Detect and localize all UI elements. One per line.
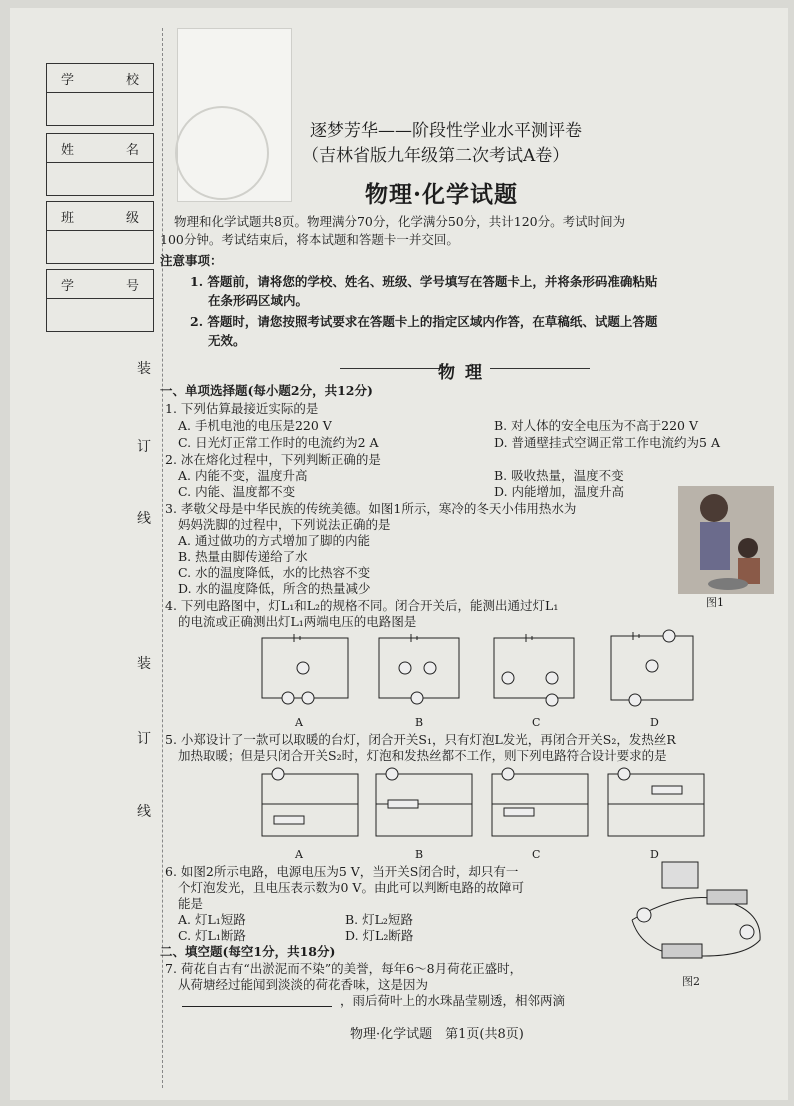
section-title: 二、填空题(每空1分，共18分) bbox=[160, 944, 336, 959]
circuit-diagram-5d bbox=[604, 766, 709, 844]
question: 5. 小郑设计了一款可以取暖的台灯，闭合开关S₁，只有灯泡L发光，再闭合开关S₂，发热丝R bbox=[165, 732, 676, 747]
binding-char: 订 bbox=[137, 731, 151, 747]
question: 6. 如图2所示电路，电源电压为5 V，当开关S闭合时，却只有一 bbox=[165, 864, 519, 879]
option[interactable]: B. 灯L₂短路 bbox=[345, 912, 413, 927]
binding-char: 线 bbox=[137, 804, 151, 820]
name-box bbox=[46, 133, 154, 196]
circuit-diagram-4a bbox=[258, 630, 354, 710]
option[interactable]: B. 热量由脚传递给了水 bbox=[178, 549, 308, 564]
section-heading: 物理 bbox=[438, 363, 492, 383]
binding-char: 线 bbox=[137, 511, 151, 527]
figure-caption: 图2 bbox=[682, 975, 700, 988]
name-label-left: 姓 bbox=[61, 142, 75, 158]
notes-title: 注意事项： bbox=[160, 253, 223, 268]
question-cont: 妈妈洗脚的过程中，下列说法正确的是 bbox=[178, 517, 391, 532]
option-label[interactable]: D bbox=[650, 848, 659, 861]
exam-series: 逐梦芳华——阶段性学业水平测评卷 bbox=[310, 121, 582, 141]
note: 1. 答题前，请将您的学校、姓名、班级、学号填写在答题卡上，并将条形码准确粘贴 bbox=[190, 274, 658, 289]
option-label[interactable]: C bbox=[532, 716, 541, 729]
class-box bbox=[46, 201, 154, 264]
class-label-right: 级 bbox=[125, 210, 139, 226]
class-field[interactable] bbox=[47, 231, 153, 263]
option[interactable]: D. 普通壁挂式空调正常工作电流约为5 A bbox=[494, 435, 720, 450]
circuit-diagram-4c bbox=[490, 630, 586, 710]
option[interactable]: C. 灯L₁断路 bbox=[178, 928, 246, 943]
divider bbox=[340, 368, 440, 369]
question: 1. 下列估算最接近实际的是 bbox=[165, 401, 319, 416]
id-label-left: 学 bbox=[61, 278, 75, 294]
question-cont: 能是 bbox=[178, 896, 204, 911]
id-label-right: 号 bbox=[125, 278, 139, 294]
option[interactable]: A. 通过做功的方式增加了脚的内能 bbox=[178, 533, 370, 548]
figure-1-photo bbox=[678, 486, 774, 594]
option[interactable]: D. 水的温度降低，所含的热量减少 bbox=[178, 581, 371, 596]
circuit-diagram-4b bbox=[375, 630, 471, 710]
question-cont: 个灯泡发光，且电压表示数为0 V。由此可以判断电路的故障可 bbox=[178, 880, 524, 895]
binding-char: 装 bbox=[137, 361, 151, 377]
binding-char: 订 bbox=[137, 439, 151, 455]
option-label[interactable]: D bbox=[650, 716, 659, 729]
section-title: 一、单项选择题(每小题2分，共12分) bbox=[160, 383, 373, 398]
question: 3. 孝敬父母是中华民族的传统美德。如图1所示，寒冷的冬天小伟用热水为 bbox=[165, 501, 577, 516]
option-label[interactable]: A bbox=[295, 716, 303, 729]
watermark-seal bbox=[175, 106, 269, 200]
note: 在条形码区域内。 bbox=[208, 293, 309, 308]
question: 7. 荷花自古有“出淤泥而不染”的美誉，每年6～8月荷花正盛时， bbox=[165, 961, 523, 976]
school-label-left: 学 bbox=[61, 72, 75, 88]
option[interactable]: D. 内能增加，温度升高 bbox=[494, 484, 625, 499]
page-title: 物理·化学试题 bbox=[365, 181, 519, 208]
circuit-diagram-5b bbox=[372, 766, 477, 844]
exam-subtitle: （吉林省版九年级第二次考试A卷） bbox=[302, 146, 570, 166]
circuit-diagram-5c bbox=[488, 766, 593, 844]
option[interactable]: A. 内能不变，温度升高 bbox=[178, 468, 308, 483]
question: 2. 冰在熔化过程中，下列判断正确的是 bbox=[165, 452, 381, 467]
option-label[interactable]: A bbox=[295, 848, 303, 861]
student-id-field[interactable] bbox=[47, 299, 153, 331]
exam-page bbox=[10, 8, 788, 1100]
note: 2. 答题时，请您按照考试要求在答题卡上的指定区域内作答，在草稿纸、试题上答题 bbox=[190, 314, 658, 329]
option[interactable]: D. 灯L₂断路 bbox=[345, 928, 414, 943]
answer-blank[interactable] bbox=[182, 992, 332, 1007]
option[interactable]: C. 水的温度降低，水的比热容不变 bbox=[178, 565, 371, 580]
circuit-diagram-4d bbox=[607, 626, 707, 710]
figure-2-circuit bbox=[622, 860, 772, 970]
school-field[interactable] bbox=[47, 93, 153, 125]
question-cont: ，雨后荷叶上的水珠晶莹剔透，相邻两滴 bbox=[340, 993, 566, 1008]
divider bbox=[490, 368, 590, 369]
question: 4. 下列电路图中，灯L₁和L₂的规格不同。闭合开关后，能测出通过灯L₁ bbox=[165, 598, 559, 613]
figure-caption: 图1 bbox=[706, 596, 724, 609]
option[interactable]: A. 灯L₁短路 bbox=[178, 912, 246, 927]
student-id-box bbox=[46, 269, 154, 332]
question-cont: 从荷塘经过能闻到淡淡的荷花香味，这是因为 bbox=[178, 977, 429, 992]
circuit-diagram-5a bbox=[258, 766, 363, 844]
school-box bbox=[46, 63, 154, 126]
intro-line: 物理和化学试题共8页。物理满分70分，化学满分50分，共计120分。考试时间为 bbox=[174, 214, 626, 229]
option-label[interactable]: B bbox=[415, 716, 424, 729]
binding-line bbox=[162, 28, 163, 1088]
option[interactable]: C. 内能、温度都不变 bbox=[178, 484, 296, 499]
intro-line: 100分钟。考试结束后，将本试题和答题卡一并交回。 bbox=[160, 232, 459, 247]
question-cont: 的电流或正确测出灯L₁两端电压的电路图是 bbox=[178, 614, 417, 629]
page-footer: 物理·化学试题 第1页(共8页) bbox=[350, 1027, 524, 1042]
option-label[interactable]: C bbox=[532, 848, 541, 861]
option[interactable]: A. 手机电池的电压是220 V bbox=[178, 418, 332, 433]
name-label-right: 名 bbox=[125, 142, 139, 158]
note: 无效。 bbox=[208, 333, 246, 348]
option[interactable]: C. 日光灯正常工作时的电流约为2 A bbox=[178, 435, 379, 450]
binding-char: 装 bbox=[137, 656, 151, 672]
question-cont: 加热取暖；但是只闭合开关S₂时，灯泡和发热丝都不工作，则下列电路符合设计要求的是 bbox=[178, 748, 667, 763]
name-field[interactable] bbox=[47, 163, 153, 195]
option[interactable]: B. 对人体的安全电压为不高于220 V bbox=[494, 418, 698, 433]
class-label-left: 班 bbox=[61, 210, 75, 226]
school-label-right: 校 bbox=[125, 72, 139, 88]
option-label[interactable]: B bbox=[415, 848, 424, 861]
option[interactable]: B. 吸收热量，温度不变 bbox=[494, 468, 624, 483]
